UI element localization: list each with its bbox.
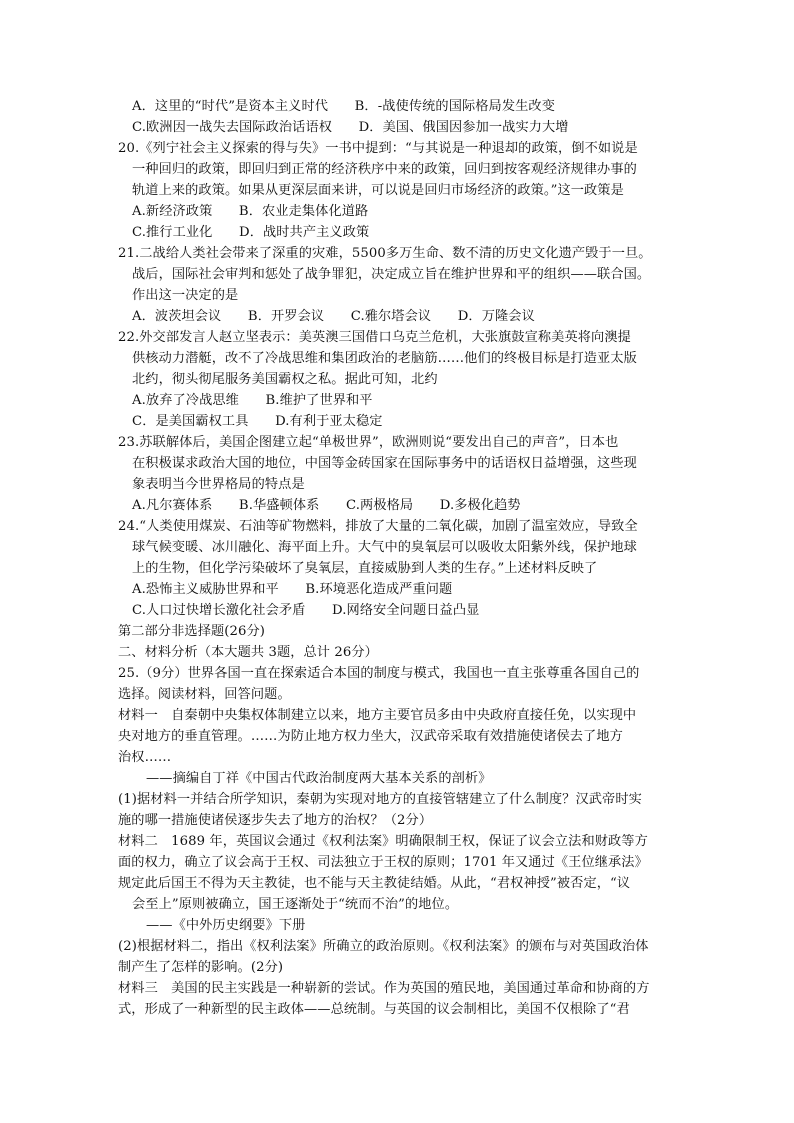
exam-text-body <box>118 96 678 1020</box>
text-line: 上的生物，但化学污染破坏了臭氧层，直接威胁到人类的生存。”上述材料反映了 <box>132 561 598 576</box>
text-line: 治权…… <box>118 750 172 765</box>
text-line: C.推行工业化 D．战时共产主义政策 <box>132 225 370 240</box>
text-line: 21.二战给人类社会带来了深重的灾难，5500多万生命、数不清的历史文化遗产毁于一旦。 <box>118 246 652 261</box>
text-line: 象表明当今世界格局的特点是 <box>132 477 305 492</box>
text-line: 22.外交部发言人赵立坚表示：美英澳三国借口乌克兰危机，大张旗鼓宣称美英将向澳提 <box>118 330 631 345</box>
text-line: 第二部分非选择题(26分) <box>118 624 266 639</box>
text-line: ——摘编自丁祥《中国古代政治制度两大基本关系的剖析》 <box>146 771 492 786</box>
text-line: 面的权力，确立了议会高于王权、司法独立于王权的原则；1701 年又通过《王位继承法》 <box>118 855 648 870</box>
text-line: 战后，国际社会审判和惩处了战争罪犯，决定成立旨在维护世界和平的组织——联合国。 <box>132 267 651 282</box>
text-line: 选择。阅读材料，回答问题。 <box>118 687 291 702</box>
text-line: A.凡尔赛体系 B.华盛顿体系 C.两极格局 D.多极化趋势 <box>132 498 521 513</box>
text-line: C.欧洲因一战失去国际政治话语权 D．美国、俄国因参加一战实力大增 <box>132 120 569 135</box>
text-line: 施的哪一措施使诸侯逐步失去了地方的治权？（2分） <box>118 813 433 828</box>
text-line: A．这里的“时代”是资本主义时代 B．-战使传统的国际格局发生改变 <box>132 99 555 114</box>
text-line: 24.“人类使用煤炭、石油等矿物燃料，排放了大量的二氧化碳，加剧了温室效应，导致全 <box>118 519 638 534</box>
text-line: A.新经济政策 B．农业走集体化道路 <box>132 204 369 219</box>
text-line: A.放弃了冷战思维 B.维护了世界和平 <box>132 393 373 408</box>
text-line: 25.（9分）世界各国一直在探索适合本国的制度与模式，我国也一直主张尊重各国自己的 <box>118 666 640 681</box>
text-line: (2)根据材料二，指出《权利法案》所确立的政治原则。《权利法案》的颁布与对英国政治体 <box>118 939 649 954</box>
text-line: 材料三 美国的民主实践是一种崭新的尝试。作为英国的殖民地，美国通过革命和协商的方 <box>118 981 650 996</box>
text-line: 二、材料分析（本大题共 3题，总计 26分） <box>118 645 378 660</box>
text-line: (1)据材料一并结合所学知识，秦朝为实现对地方的直接管辖建立了什么制度？汉武帝时实 <box>118 792 642 807</box>
text-line: 球气候变暖、冰川融化、海平面上升。大气中的臭氧层可以吸收太阳紫外线，保护地球 <box>132 540 637 555</box>
text-line: C．是美国霸权工具 D.有利于亚太稳定 <box>132 414 383 429</box>
text-line: 供核动力潜艇，改不了冷战思维和集团政治的老脑筋……他们的终极目标是打造亚太版 <box>132 351 637 366</box>
text-line: 材料一 自秦朝中央集权体制建立以来，地方主要官员多由中央政府直接任免，以实现中 <box>118 708 637 723</box>
text-line: 作出这一决定的是 <box>132 288 239 303</box>
text-line: A．波茨坦会议 B．开罗会议 C.雅尔塔会议 D．万隆会议 <box>132 309 535 324</box>
text-line: 20.《列宁社会主义探索的得与失》一书中提到：“与其说是一种退却的政策，倒不如说是 <box>118 141 638 156</box>
text-line: C.人口过快增长激化社会矛盾 D.网络安全问题日益凸显 <box>132 603 480 618</box>
text-line: 规定此后国王不得为天主教徒，也不能与天主教徒结婚。从此，“君权神授”被否定，“议 <box>118 876 631 891</box>
text-line: ——《中外历史纲要》下册 <box>146 918 306 933</box>
text-line: 材料二 1689 年，英国议会通过《权利法案》明确限制王权，保证了议会立法和财政等方 <box>118 834 648 849</box>
text-line: A.恐怖主义威胁世界和平 B.环境恶化造成严重问题 <box>132 582 453 597</box>
text-line: 制产生了怎样的影响。(2分) <box>118 960 284 975</box>
text-line: 在积极谋求政治大国的地位，中国等金砖国家在国际事务中的话语权日益增强，这些现 <box>132 456 637 471</box>
text-line: 一种回归的政策，即回归到正常的经济秩序中来的政策，回归到按客观经济规律办事的 <box>132 162 637 177</box>
text-line: 北约，彻头彻尾服务美国霸权之私。据此可知，北约 <box>132 372 438 387</box>
text-line: 会至上”原则被确立，国王逐渐处于“统而不治”的地位。 <box>132 897 459 912</box>
text-line: 央对地方的垂直管理。……为防止地方权力坐大，汉武帝采取有效措施使诸侯去了地方 <box>118 729 623 744</box>
text-line: 式，形成了一种新型的民主政体——总统制。与英国的议会制相比，美国不仅根除了“君 <box>118 1002 630 1017</box>
text-line: 轨道上来的政策。如果从更深层面来讲，可以说是回归市场经济的政策。”这一政策是 <box>132 183 624 198</box>
text-line: 23.苏联解体后，美国企图建立起“单极世界”，欧洲则说“要发出自己的声音”，日本也 <box>118 435 619 450</box>
